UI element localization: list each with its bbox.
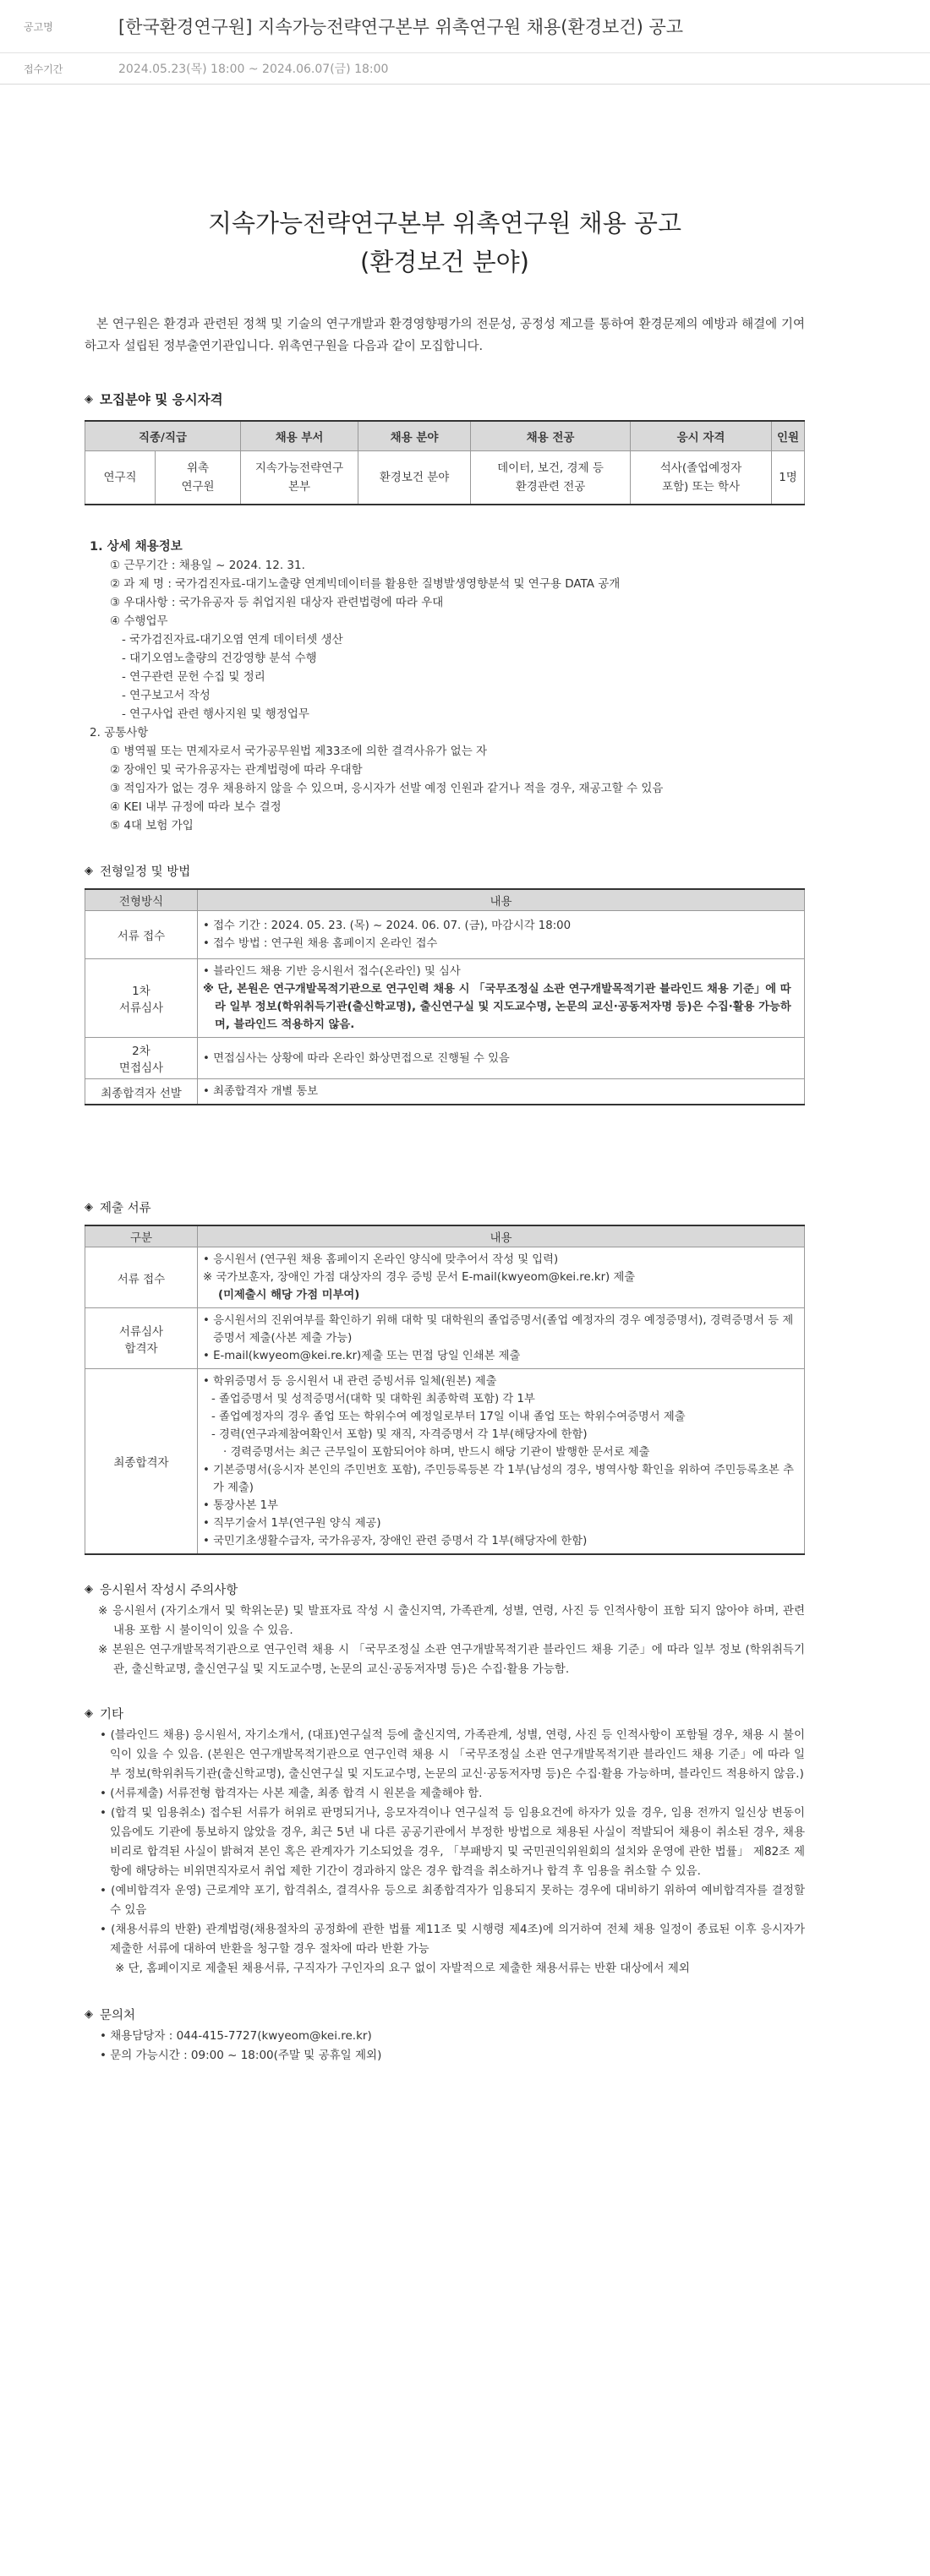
schedule-table (85, 888, 805, 1105)
table-header-row (85, 421, 805, 451)
diamond-bullet-icon: ◈ (85, 865, 93, 877)
cell-line: • 접수 기간 : 2024. 05. 23. (목) ~ 2024. 06. 07. (금), 마감시각 18:00 (203, 920, 572, 932)
etc-item: • (서류제출) 서류전형 합격자는 사본 제출, 최종 합격 시 원본을 제출해야 함. (100, 1787, 483, 1800)
cell-line: · 경력증명서는 최근 근무일이 포함되어야 하며, 반드시 해당 기관이 발행한 문서로 제출 (223, 1446, 650, 1459)
table-cell: 1차 서류심사 (85, 959, 198, 1038)
table-cell (198, 1308, 805, 1369)
cell-line: • 학위증명서 등 응시원서 내 관련 증빙서류 일체(원본) 제출 (203, 1375, 497, 1388)
list-item: ③ 우대사항 : 국가유공자 등 취업지원 대상자 관련법령에 따라 우대 (110, 596, 444, 609)
section-schedule-title (85, 862, 805, 880)
diamond-bullet-icon: ◈ (85, 1201, 93, 1214)
table-header-cell: 내용 (198, 1225, 805, 1247)
contact-person: • 채용담당자 : 044-415-7727(kwyeom@kei.re.kr) (100, 2029, 372, 2043)
list-item: ④ 수행업무 (110, 614, 168, 628)
list-item: ② 장애인 및 국가유공자는 관계법령에 따라 우대함 (110, 763, 363, 777)
table-cell: 최종합격자 선발 (85, 1079, 198, 1105)
table-cell (198, 911, 805, 959)
detail-title: 1. 상세 채용정보 (90, 540, 183, 554)
notice-header (0, 0, 930, 85)
cell-line: • 블라인드 채용 기반 응시원서 접수(온라인) 및 심사 (203, 965, 461, 978)
caution-note: ※ 응시원서 (자기소개서 및 학위논문) 및 발표자료 작성 시 출신지역, 가족관계, 성별, 연령, 사진 등 인적사항이 표함 되지 않아야 하며, 관련 내용 포함 시 불이익이 있을 수 있음. (98, 1604, 805, 1637)
etc-item: • (예비합격자 운영) 근로계약 포기, 합격취소, 결격사유 등으로 최종합격자가 임용되지 못하는 경우에 대비하기 위하여 예비합격자를 결정할 수 있음 (100, 1884, 805, 1917)
list-item: ⑤ 4대 보험 가입 (110, 819, 194, 832)
table-header-cell: 인원 (772, 421, 805, 451)
cell-line: • 응시원서 (연구원 채용 홈페이지 온라인 양식에 맞추어서 작성 및 입력) (203, 1253, 559, 1266)
cell-line: • E-mail(kwyeom@kei.re.kr)제출 또는 면접 당일 인쇄본 제출 (203, 1350, 521, 1362)
etc-item: ※ 단, 홈페이지로 제출된 채용서류, 구직자가 구인자의 요구 없이 자발적으로 제출한 채용서류는 반환 대상에서 제외 (115, 1962, 690, 1975)
contact-hours: • 문의 가능시간 : 09:00 ~ 18:00(주말 및 공휴일 제외) (100, 2049, 382, 2062)
section-contact-title (85, 2006, 805, 2023)
notice-title-row (0, 0, 930, 53)
table-header-row (85, 889, 805, 911)
section-label: 전형일정 및 방법 (100, 865, 191, 879)
table-row (85, 1308, 805, 1369)
table-row (85, 1369, 805, 1555)
table-header-cell: 전형방식 (85, 889, 198, 911)
list-item: ③ 적임자가 없는 경우 채용하지 않을 수 있으며, 응시자가 선발 예정 인원과 같거나 적을 경우, 재공고할 수 있음 (110, 782, 664, 795)
notice-body (85, 83, 805, 2066)
documents-table (85, 1225, 805, 1555)
table-cell: 서류심사 합격자 (85, 1308, 198, 1369)
notice-period-row (0, 53, 930, 85)
list-item: - 연구사업 관련 행사지원 및 행정업무 (122, 707, 309, 721)
section-caution-title (85, 1580, 805, 1598)
table-cell (198, 1038, 805, 1079)
diamond-bullet-icon: ◈ (85, 1707, 93, 1720)
cell-line: • 국민기초생활수급자, 국가유공자, 장애인 관련 증명서 각 1부(해당자에 한함) (203, 1535, 588, 1547)
table-header-cell: 응시 자격 (631, 421, 772, 451)
intro-paragraph: 본 연구원은 환경과 관련된 정책 및 기술의 연구개발과 환경영향평가의 전문성, 공정성 제고를 통하여 환경문제의 예방과 해결에 기여하고자 설립된 정부출연기관입니다. 위촉연구원을 다음과 같이 모집합니다. (85, 318, 805, 353)
table-row (85, 1247, 805, 1308)
cell-line: • 접수 방법 : 연구원 채용 홈페이지 온라인 접수 (203, 937, 438, 950)
table-header-row (85, 1225, 805, 1247)
table-cell: 위촉 연구원 (156, 451, 241, 505)
table-row (85, 911, 805, 959)
table-cell: 2차 면접심사 (85, 1038, 198, 1079)
caution-note: ※ 본원은 연구개발목적기관으로 연구인력 채용 시 「국무조정실 소관 연구개발목적기관 블라인드 채용 기준」에 따라 일부 정보 (학위취득기관, 출신학교명, 출신연구실 및 지도교수명, 논문의 교신·공동저자명 등)은 수집·활용 가능함. (98, 1643, 805, 1676)
list-item: - 연구관련 문헌 수집 및 정리 (122, 670, 265, 684)
table-cell: 연구직 (85, 451, 156, 505)
notice-title-label: 공고명 (24, 20, 53, 33)
table-row (85, 1079, 805, 1105)
table-cell: 서류 접수 (85, 1247, 198, 1308)
diamond-bullet-icon: ◈ (85, 1583, 93, 1596)
cell-line: • 면접심사는 상황에 따라 온라인 화상면접으로 진행될 수 있음 (203, 1051, 510, 1065)
table-header-cell: 채용 분야 (358, 421, 471, 451)
cell-line: ※ 단, 본원은 연구개발목적기관으로 연구인력 채용 시 「국무조정실 소관 연구개발목적기관 블라인드 채용 기준」에 따라 일부 정보(학위취득기관(출신학교명), 출신연구실 및 지도교수명, 논문의 교신·공동저자명 등)은 수집·활용 가능하며, 블라인드 적용하지 않음. (203, 983, 791, 1031)
section-documents-title (85, 1198, 805, 1216)
cell-line: • 응시원서의 진위여부를 확인하기 위해 대학 및 대학원의 졸업증명서(졸업 예정자의 경우 예정증명서), 경력증명서 등 제증명서 제출(사본 제출 가능) (203, 1314, 794, 1345)
list-item: - 국가검진자료-대기오염 연계 데이터셋 생산 (122, 633, 343, 647)
table-header-cell: 구분 (85, 1225, 198, 1247)
section-label: 제출 서류 (100, 1202, 151, 1215)
table-cell: 데이터, 보건, 경제 등 환경관련 전공 (471, 451, 631, 505)
etc-item: • (채용서류의 반환) 관계법령(채용절차의 공정화에 관한 법률 제11조 및 시행령 제4조)에 의거하여 전체 채용 일정이 종료된 이후 응시자가 제출한 서류에 대하여 반환을 청구할 경우 절차에 따라 반환 가능 (100, 1923, 805, 1956)
table-header-cell: 채용 부서 (241, 421, 358, 451)
document-title-line1: 지속가능전략연구본부 위촉연구원 채용 공고 (208, 209, 681, 237)
cell-line: • 최종합격자 개별 통보 (203, 1085, 319, 1098)
notice-title-value: [한국환경연구원] 지속가능전략연구본부 위촉연구원 채용(환경보건) 공고 (118, 17, 684, 37)
notice-period-value: 2024.05.23(목) 18:00 ~ 2024.06.07(금) 18:00 (118, 63, 389, 76)
cell-line: ※ 국가보훈자, 장애인 가점 대상자의 경우 증빙 문서 E-mail(kwyeom@kei.re.kr) 제출 (203, 1271, 636, 1284)
table-cell (198, 1079, 805, 1105)
document-title (85, 204, 805, 281)
table-row (85, 1038, 805, 1079)
etc-item: • (블라인드 채용) 응시원서, 자기소개서, (대표)연구실적 등에 출신지역, 가족관계, 성별, 연령, 사진 등 인적사항이 포함될 경우, 채용 시 불이익이 있을 수 있음. (본원은 연구개발목적기관으로 연구인력 채용 시 「국무조정실 소관 연구개발목적기관 블라인드 채용 기준」에 따라 일부 정보(학위취득기관(출신학교명), 출신연구실 및 지도교수명, 논문의 교신·공동저자명 등)은 수집·활용 가능하며, 블라인드 적용하지 않음.) (100, 1728, 805, 1781)
section-label: 응시원서 작성시 주의사항 (100, 1584, 238, 1597)
list-item: ④ KEI 내부 규정에 따라 보수 결정 (110, 800, 282, 814)
table-cell (198, 1369, 805, 1555)
table-cell: 지속가능전략연구 본부 (241, 451, 358, 505)
table-cell: 서류 접수 (85, 911, 198, 959)
document-title-line2: (환경보건 분야) (360, 248, 529, 276)
table-header-cell: 채용 전공 (471, 421, 631, 451)
table-cell: 1명 (772, 451, 805, 505)
list-item: - 연구보고서 작성 (122, 689, 211, 702)
list-item: ① 근무기간 : 채용일 ~ 2024. 12. 31. (110, 559, 305, 572)
cell-line: - 졸업예정자의 경우 졸업 또는 학위수여 예정일로부터 17일 이내 졸업 또는 학위수여증명서 제출 (211, 1411, 686, 1423)
cell-line: - 졸업증명서 및 성적증명서(대학 및 대학원 최종학력 포함) 각 1부 (211, 1393, 535, 1405)
diamond-bullet-icon: ◈ (85, 2008, 93, 2021)
recruitment-table (85, 420, 805, 505)
cell-line: • 통장사본 1부 (203, 1499, 278, 1512)
cell-line: • 직무기술서 1부(연구원 양식 제공) (203, 1517, 381, 1530)
cell-line: - 경력(연구과제참여확인서 포함) 및 재직, 자격증명서 각 1부(해당자에 한함) (211, 1428, 588, 1441)
table-cell: 석사(졸업예정자 포함) 또는 학사 (631, 451, 772, 505)
section-label: 문의처 (100, 2009, 136, 2022)
table-row (85, 451, 805, 505)
section-etc-title (85, 1705, 805, 1722)
table-cell: 환경보건 분야 (358, 451, 471, 505)
list-item: ① 병역필 또는 면제자로서 국가공무원법 제33조에 의한 결격사유가 없는 자 (110, 745, 488, 758)
table-row (85, 959, 805, 1038)
notice-period-label: 접수기간 (24, 63, 63, 75)
detail-info (85, 538, 805, 835)
section-recruitment-title (85, 390, 805, 408)
cell-line: • 기본증명서(응시자 본인의 주민번호 포함), 주민등록등본 각 1부(남성의 경우, 병역사항 확인을 위하여 주민등록초본 추가 제출) (203, 1464, 794, 1494)
list-item: ② 과 제 명 : 국가검진자료-대기노출량 연계빅데이터를 활용한 질병발생영향분석 및 연구용 DATA 공개 (110, 577, 621, 591)
table-header-cell: 직종/직급 (85, 421, 241, 451)
section-label: 기타 (100, 1708, 124, 1722)
etc-item: • (합격 및 임용취소) 접수된 서류가 허위로 판명되거나, 응모자격이나 연구실적 등 임용요건에 하자가 있을 경우, 임용 전까지 일신상 변동이 있음에도 기관에 통보하지 않았을 경우, 최근 5년 내 다른 공공기관에서 부정한 방법으로 채용된 사실이 적발되어 채용이 취소된 경우, 채용비리로 합격된 사실이 밝혀져 본인 혹은 관계자가 기소되었을 경우, 「부패방지 및 국민권익위원회의 설치와 운영에 관한 법률」 제82조 제항에 해당하는 비위면직자로서 취업 제한 기간이 경과하지 않은 경우 합격을 취소하거나 합격 후 임용을 취소할 수 있음. (100, 1806, 805, 1878)
table-header-cell: 내용 (198, 889, 805, 911)
table-cell: 최종합격자 (85, 1369, 198, 1555)
list-item: - 대기오염노출량의 건강영향 분석 수행 (122, 652, 317, 665)
section-label: 모집분야 및 응시자격 (100, 392, 223, 407)
table-cell (198, 959, 805, 1038)
common-title: 2. 공통사항 (90, 726, 149, 740)
table-cell (198, 1247, 805, 1308)
diamond-bullet-icon: ◈ (85, 392, 93, 406)
cell-line: (미제출시 해당 가점 미부여) (218, 1289, 360, 1302)
